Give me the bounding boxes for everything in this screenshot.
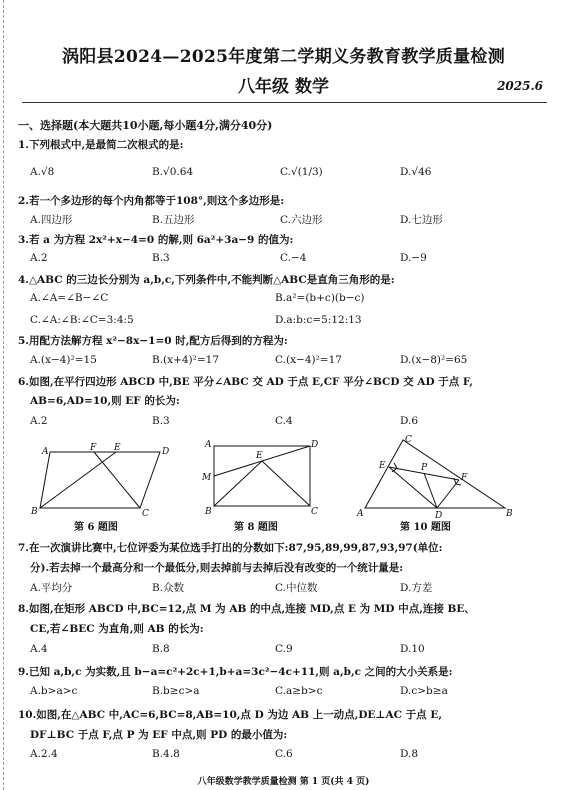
fig8-label-d: D <box>311 440 319 450</box>
figure-6-parallelogram <box>28 440 178 520</box>
question-5-option-a: A.(x−4)²=15 <box>30 354 97 366</box>
figure-10-caption: 第 10 题图 <box>400 522 451 533</box>
question-3-option-c: C.−4 <box>280 252 307 264</box>
question-7-stem-line2: 分).若去掉一个最高分和一个最低分,则去掉前与去掉后没有改变的一个统计量是: <box>30 562 404 574</box>
fig10-label-a: A <box>357 509 364 519</box>
question-1-option-b: B.√0.64 <box>152 166 194 178</box>
question-9-option-b: B.b≥c>a <box>152 685 200 697</box>
question-2-stem: 2.若一个多边形的每个内角都等于108°,则这个多边形是: <box>18 195 285 207</box>
question-1-option-c: C.√(1/3) <box>280 166 323 178</box>
question-10-stem: 10.如图,在△ABC 中,AC=6,BC=8,AB=10,点 D 为边 AB 上一动点,DE⊥AC 于点 E, <box>18 709 442 721</box>
fig6-label-f: F <box>90 443 97 453</box>
figure-8-caption: 第 8 题图 <box>234 522 278 533</box>
binding-line <box>3 0 4 790</box>
question-6-option-a: A.2 <box>30 415 48 427</box>
exam-title: 涡阳县2024—2025年度第二学期义务教育教学质量检测 <box>61 47 506 67</box>
fig10-label-b: B <box>506 509 513 519</box>
figure-10-triangle <box>355 432 515 520</box>
header-divider <box>22 102 547 103</box>
question-6-option-c: C.4 <box>275 415 293 427</box>
question-8-option-b: B.8 <box>152 643 170 655</box>
question-7-stem: 7.在一次演讲比赛中,七位评委为某位选手打出的分数如下:87,95,89,99,87,93,97(单位: <box>18 542 443 554</box>
question-1-option-a: A.√8 <box>30 166 55 178</box>
question-3-stem: 3.若 a 为方程 2x²+x−4=0 的解,则 6a²+3a−9 的值为: <box>18 234 294 246</box>
fig10-label-c: C <box>405 435 412 445</box>
section-heading: 一、选择题(本大题共10小题,每小题4分,满分40分) <box>18 119 273 132</box>
question-6-stem: 6.如图,在平行四边形 ABCD 中,BE 平分∠ABC 交 AD 于点 E,CF 平分∠BCD 交 AD 于点 F, <box>18 376 473 388</box>
fig6-label-b: B <box>31 507 38 517</box>
question-1-stem: 1.下列根式中,是最简二次根式的是: <box>18 139 184 151</box>
exam-date: 2025.6 <box>497 79 543 93</box>
fig6-label-e: E <box>114 443 121 453</box>
question-8-option-c: C.9 <box>275 643 293 655</box>
fig10-label-f: F <box>461 473 468 483</box>
question-4-option-d: D.a:b:c=5:12:13 <box>275 314 362 326</box>
question-7-option-d: D.方差 <box>400 582 433 594</box>
fig8-label-e: E <box>256 451 263 461</box>
question-5-option-c: C.(x−4)²=17 <box>275 354 342 366</box>
fig6-label-c: C <box>142 509 149 519</box>
question-4-option-b: B.a²=(b+c)(b−c) <box>275 292 365 304</box>
exam-subtitle: 八年级 数学 <box>238 77 329 97</box>
question-3-option-b: B.3 <box>152 252 170 264</box>
question-10-option-b: B.4.8 <box>152 748 180 760</box>
question-10-option-a: A.2.4 <box>30 748 58 760</box>
fig10-label-e: E <box>379 461 386 471</box>
question-4-option-c: C.∠A:∠B:∠C=3:4:5 <box>30 314 134 326</box>
question-5-option-b: B.(x+4)²=17 <box>152 354 220 366</box>
question-8-option-d: D.10 <box>400 643 425 655</box>
question-7-option-a: A.平均分 <box>30 582 73 594</box>
question-3-option-d: D.−9 <box>400 252 427 264</box>
question-7-option-c: C.中位数 <box>275 582 318 594</box>
fig10-label-p: P <box>421 463 428 473</box>
question-2-option-b: B.五边形 <box>152 214 195 226</box>
question-1-option-d: D.√46 <box>400 166 432 178</box>
fig8-label-c: C <box>311 507 318 517</box>
question-8-stem-line2: CE,若∠BEC 为直角,则 AB 的长为: <box>30 623 204 635</box>
fig8-label-b: B <box>205 507 212 517</box>
question-4-option-a: A.∠A=∠B−∠C <box>30 292 109 304</box>
question-6-option-d: D.6 <box>400 415 419 427</box>
question-9-option-a: A.b>a>c <box>30 685 78 697</box>
fig10-label-d: D <box>435 511 443 521</box>
question-6-stem-line2: AB=6,AD=10,则 EF 的长为: <box>30 395 180 407</box>
question-2-option-d: D.七边形 <box>400 214 443 226</box>
question-2-option-c: C.六边形 <box>280 214 323 226</box>
question-8-stem: 8.如图,在矩形 ABCD 中,BC=12,点 M 为 AB 的中点,连接 MD,点 E 为 MD 中点,连接 BE、 <box>18 603 475 615</box>
fig8-label-m: M <box>202 473 212 483</box>
question-2-option-a: A.四边形 <box>30 214 73 226</box>
question-4-stem: 4.△ABC 的三边长分别为 a,b,c,下列条件中,不能判断△ABC是直角三角形的是: <box>18 274 395 286</box>
question-5-option-d: D.(x−8)²=65 <box>400 354 468 366</box>
question-6-option-b: B.3 <box>152 415 170 427</box>
fig6-label-d: D <box>162 447 170 457</box>
question-9-option-d: D.c>b≥a <box>400 685 448 697</box>
question-8-option-a: A.4 <box>30 643 48 655</box>
figure-8-rectangle <box>200 438 320 520</box>
question-9-stem: 9.已知 a,b,c 为实数,且 b−a=c²+2c+1,b+a=3c²−4c+11,则 a,b,c 之间的大小关系是: <box>18 666 453 678</box>
question-3-option-a: A.2 <box>30 252 48 264</box>
question-7-option-b: B.众数 <box>152 582 185 594</box>
question-10-stem-line2: DF⊥BC 于点 F,点 P 为 EF 中点,则 PD 的最小值为: <box>30 729 288 741</box>
fig6-label-a: A <box>42 447 49 457</box>
question-10-option-c: C.6 <box>275 748 293 760</box>
fig8-label-a: A <box>205 440 212 450</box>
question-10-option-d: D.8 <box>400 748 419 760</box>
page-footer: 八年级数学教学质量检测 第 1 页(共 4 页) <box>197 777 370 787</box>
question-5-stem: 5.用配方法解方程 x²−8x−1=0 时,配方后得到的方程为: <box>18 335 288 347</box>
figure-6-caption: 第 6 题图 <box>74 522 118 533</box>
question-9-option-c: C.a≥b>c <box>275 685 323 697</box>
